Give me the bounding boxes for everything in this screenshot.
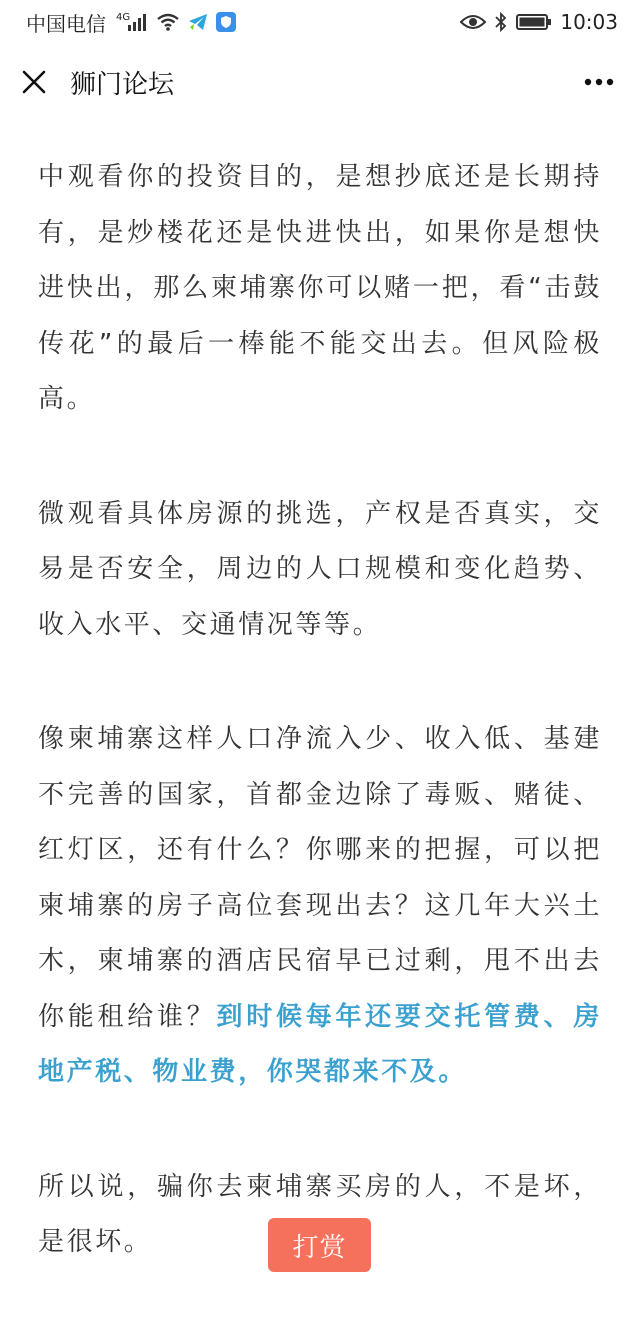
network-type: 4G (116, 12, 131, 23)
article-body (38, 150, 602, 1330)
tip-button[interactable]: 打赏 (268, 1218, 371, 1272)
status-bar (0, 0, 640, 44)
paragraph-text: 中观看你的投资目的，是想抄底还是长期持有，是炒楼花还是快进快出，如果你是想快进快出，那么柬埔寨你可以赌一把，看“击鼓传花”的最后一棒能不能交出去。但风险极高。 (38, 162, 602, 414)
status-left (26, 8, 236, 37)
carrier-label: 中国电信 (26, 11, 106, 36)
nav-bar (0, 44, 640, 120)
article-paragraph (38, 150, 602, 428)
paragraph-text: 微观看具体房源的挑选，产权是否真实，交易是否安全，周边的人口规模和变化趋势、收入水平、交通情况等等。 (38, 498, 602, 640)
shield-icon (216, 12, 236, 32)
clock: 10:03 (560, 10, 618, 34)
bluetooth-icon (494, 12, 508, 32)
close-icon (22, 70, 46, 94)
wifi-icon (156, 13, 180, 31)
close-button[interactable] (20, 68, 48, 96)
status-right (460, 10, 618, 34)
telegram-icon (188, 12, 208, 32)
more-dots-icon (584, 78, 614, 86)
eye-comfort-icon (460, 13, 486, 31)
paragraph-text: 所以说，骗你去柬埔寨买房的人，不是坏，是很坏。 (38, 1171, 602, 1257)
article-paragraph (38, 487, 602, 654)
highlighted-text: 到时候每年还要交托管费、房地产税、物业费，你哭都来不及。 (38, 1001, 602, 1087)
paragraph-text: 像柬埔寨这样人口净流入少、收入低、基建不完善的国家，首都金边除了毒贩、赌徒、红灯区，还有什么？你哪来的把握，可以把柬埔寨的房子高位套现出去？这几年大兴土木，柬埔寨的酒店民宿早已过剩，甩不出去你能租给谁？ (38, 724, 602, 1032)
cell-signal (114, 13, 148, 31)
more-button[interactable] (582, 68, 616, 96)
page-title: 狮门论坛 (70, 69, 175, 100)
battery-icon (516, 13, 552, 31)
signal-icon (128, 13, 148, 31)
article-paragraph (38, 712, 602, 1101)
